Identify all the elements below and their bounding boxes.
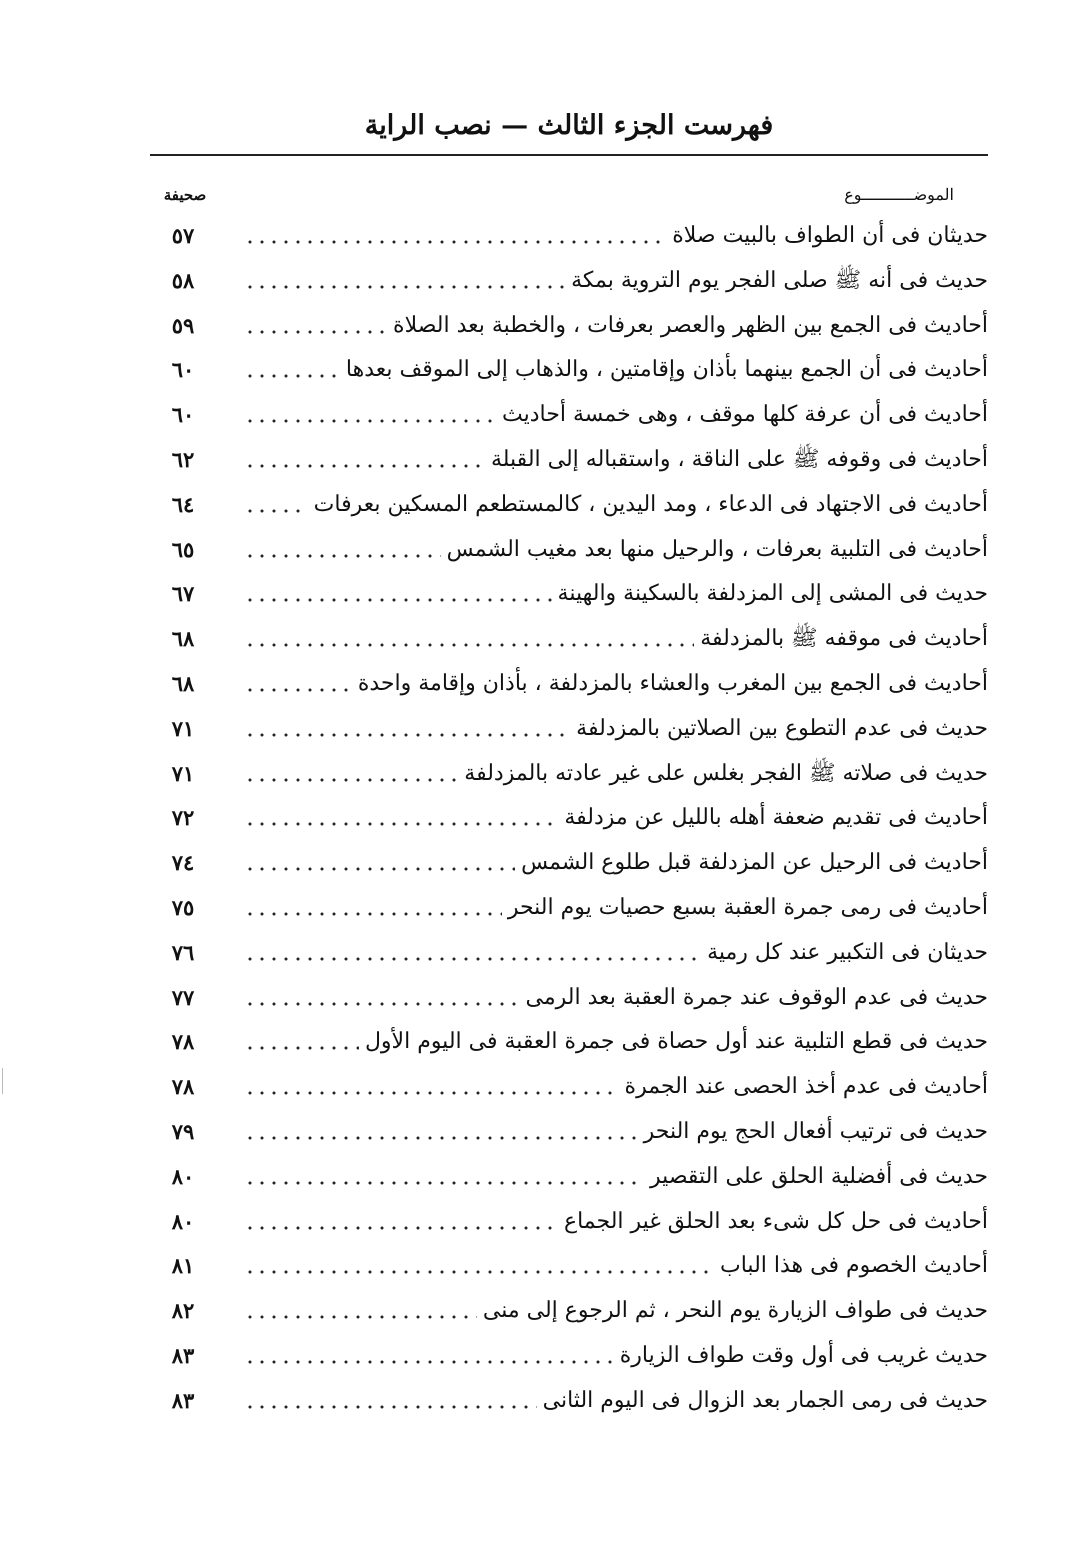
toc-entry-page-number: ٨١ xyxy=(171,1253,195,1279)
toc-entry xyxy=(150,394,988,434)
toc-entry-title: حديث فى صلاته ﷺ الفجر بغلس على غير عادته بالمزدلفة xyxy=(464,760,988,786)
toc-entry-page-number: ٥٨ xyxy=(171,267,195,293)
toc-entry-title: أحاديث فى رمى جمرة العقبة بسبع حصيات يوم النحر xyxy=(507,894,988,920)
dot-leader xyxy=(244,509,308,513)
toc-entry xyxy=(150,842,988,882)
page-header-title: فهرست الجزء الثالث — نصب الراية xyxy=(364,110,774,141)
dot-leader xyxy=(244,240,666,244)
toc-entry-page-number: ٦٢ xyxy=(171,446,195,472)
toc-entry xyxy=(150,797,988,837)
toc-entry xyxy=(150,1066,988,1106)
toc-entry-page-number: ٧٨ xyxy=(171,1074,195,1100)
toc-entry-title: حديث فى أنه ﷺ صلى الفجر يوم التروية بمكة xyxy=(571,267,988,293)
toc-entry xyxy=(150,932,988,972)
toc-entry-page-number: ٦٠ xyxy=(171,357,195,383)
dot-leader xyxy=(244,957,701,961)
toc-entry xyxy=(150,753,988,793)
toc-entry-page-number: ٧٧ xyxy=(171,984,195,1010)
dot-leader xyxy=(244,1270,714,1274)
dot-leader xyxy=(244,1181,644,1185)
toc-entry-page-number: ٦٧ xyxy=(171,581,195,607)
dot-leader xyxy=(244,419,496,423)
toc-entry-title: أحاديث فى الاجتهاد فى الدعاء ، ومد اليدين ، كالمستطعم المسكين بعرفات xyxy=(313,491,988,517)
toc-entry-title: أحاديث فى التلبية بعرفات ، والرحيل منها بعد مغيب الشمس xyxy=(446,536,988,562)
toc-entry-page-number: ٦٨ xyxy=(171,626,195,652)
toc-entry-page-number: ٧٢ xyxy=(171,805,195,831)
toc-entry-title: أحاديث فى الرحيل عن المزدلفة قبل طلوع الشمس xyxy=(521,850,988,876)
dot-leader xyxy=(244,643,694,647)
toc-entry xyxy=(150,618,988,658)
toc-entry xyxy=(150,215,988,255)
toc-entry xyxy=(150,887,988,927)
dot-leader xyxy=(244,374,340,378)
table-of-contents xyxy=(150,215,988,1420)
dot-leader xyxy=(244,554,441,558)
dot-leader xyxy=(244,733,570,737)
header-rule xyxy=(150,154,988,156)
toc-entry xyxy=(150,708,988,748)
toc-entry-page-number: ٥٩ xyxy=(171,312,195,338)
dot-leader xyxy=(244,464,485,468)
toc-entry-page-number: ٨٠ xyxy=(171,1163,195,1189)
toc-entry-page-number: ٧٥ xyxy=(171,894,195,920)
column-heading-page: صحيفة xyxy=(163,186,207,204)
toc-entry-title: حديث فى أفضلية الحلق على التقصير xyxy=(650,1163,988,1189)
toc-entry-title: أحاديث فى وقوفه ﷺ على الناقة ، واستقباله إلى القبلة xyxy=(490,446,988,472)
toc-entry-page-number: ٧١ xyxy=(171,715,195,741)
toc-entry-title: حديث فى عدم الوقوف عند جمرة العقبة بعد الرمى xyxy=(525,984,988,1010)
dot-leader xyxy=(244,1046,359,1050)
toc-entry-title: حديث فى المشى إلى المزدلفة بالسكينة والهينة xyxy=(557,581,988,607)
toc-entry-page-number: ٦٤ xyxy=(171,491,195,517)
toc-entry-page-number: ٦٨ xyxy=(171,670,195,696)
column-heading-topic: الموضـــــــــــوع xyxy=(844,185,954,204)
toc-entry-title: حديث غريب فى أول وقت طواف الزيارة xyxy=(619,1342,988,1368)
toc-entry-page-number: ٦٥ xyxy=(171,536,195,562)
dot-leader xyxy=(244,912,502,916)
dot-leader xyxy=(244,1226,558,1230)
toc-entry xyxy=(150,1335,988,1375)
dot-leader xyxy=(244,1360,614,1364)
toc-entry xyxy=(150,1201,988,1241)
toc-entry-page-number: ٧٤ xyxy=(171,850,195,876)
toc-entry-page-number: ٧١ xyxy=(171,760,195,786)
dot-leader xyxy=(244,285,565,289)
toc-entry-page-number: ٨٠ xyxy=(171,1208,195,1234)
toc-entry-page-number: ٧٦ xyxy=(171,939,195,965)
toc-entry-page-number: ٨٣ xyxy=(171,1342,195,1368)
toc-entry-page-number: ٨٢ xyxy=(171,1298,195,1324)
toc-entry-title: أحاديث فى حل كل شىء بعد الحلق غير الجماع xyxy=(563,1208,988,1234)
toc-entry xyxy=(150,1245,988,1285)
toc-entry-page-number: ٧٨ xyxy=(171,1029,195,1055)
toc-entry-title: حديثان فى أن الطواف بالبيت صلاة xyxy=(672,223,988,248)
toc-entry-title: حديث فى رمى الجمار بعد الزوال فى اليوم الثانى xyxy=(542,1387,988,1413)
toc-entry xyxy=(150,305,988,345)
toc-entry-title: أحاديث فى أن عرفة كلها موقف ، وهى خمسة أحاديث xyxy=(502,402,988,428)
toc-entry-page-number: ٧٩ xyxy=(171,1118,195,1144)
toc-entry xyxy=(150,1156,988,1196)
toc-entry xyxy=(150,1290,988,1330)
toc-entry xyxy=(150,1111,988,1151)
toc-entry-page-number: ٨٣ xyxy=(171,1387,195,1413)
dot-leader xyxy=(244,1002,520,1006)
toc-entry-title: أحاديث فى عدم أخذ الحصى عند الجمرة xyxy=(624,1074,988,1100)
toc-entry xyxy=(150,484,988,524)
dot-leader xyxy=(244,1405,537,1409)
dot-leader xyxy=(244,688,352,692)
toc-entry xyxy=(150,663,988,703)
toc-entry xyxy=(150,1380,988,1420)
toc-entry xyxy=(150,977,988,1017)
toc-entry xyxy=(150,439,988,479)
toc-entry-title: حديث فى طواف الزيارة يوم النحر ، ثم الرجوع إلى منى xyxy=(482,1298,988,1324)
dot-leader xyxy=(244,778,458,782)
toc-entry-title: حديثان فى التكبير عند كل رمية xyxy=(707,939,988,965)
toc-entry xyxy=(150,529,988,569)
toc-entry xyxy=(150,1021,988,1061)
toc-entry xyxy=(150,260,988,300)
toc-entry-title: حديث فى قطع التلبية عند أول حصاة فى جمرة العقبة فى اليوم الأول xyxy=(364,1029,988,1055)
toc-entry-title: أحاديث فى الجمع بين المغرب والعشاء بالمزدلفة ، بأذان وإقامة واحدة xyxy=(357,670,988,696)
toc-entry-title: أحاديث الخصوم فى هذا الباب xyxy=(720,1253,988,1279)
dot-leader xyxy=(244,1315,477,1319)
dot-leader xyxy=(244,1091,619,1095)
toc-entry-title: أحاديث فى تقديم ضعفة أهله بالليل عن مزدلفة xyxy=(564,805,988,831)
toc-entry-page-number: ٥٧ xyxy=(171,223,195,248)
toc-entry-title: حديث فى عدم التطوع بين الصلاتين بالمزدلفة xyxy=(576,715,988,741)
toc-entry-title: حديث فى ترتيب أفعال الحج يوم النحر xyxy=(643,1118,988,1144)
dot-leader xyxy=(244,1136,638,1140)
toc-entry-page-number: ٦٠ xyxy=(171,402,195,428)
dot-leader xyxy=(244,330,387,334)
toc-entry-title: أحاديث فى موقفه ﷺ بالمزدلفة xyxy=(700,626,988,652)
dot-leader xyxy=(244,598,552,602)
dot-leader xyxy=(244,867,515,871)
toc-entry xyxy=(150,573,988,613)
toc-entry xyxy=(150,349,988,389)
dot-leader xyxy=(244,822,558,826)
toc-entry-title: أحاديث فى أن الجمع بينهما بأذان وإقامتين ، والذهاب إلى الموقف بعدها xyxy=(345,357,988,383)
scan-margin-mark xyxy=(2,1068,3,1094)
toc-entry-title: أحاديث فى الجمع بين الظهر والعصر بعرفات ، والخطبة بعد الصلاة xyxy=(393,312,988,338)
